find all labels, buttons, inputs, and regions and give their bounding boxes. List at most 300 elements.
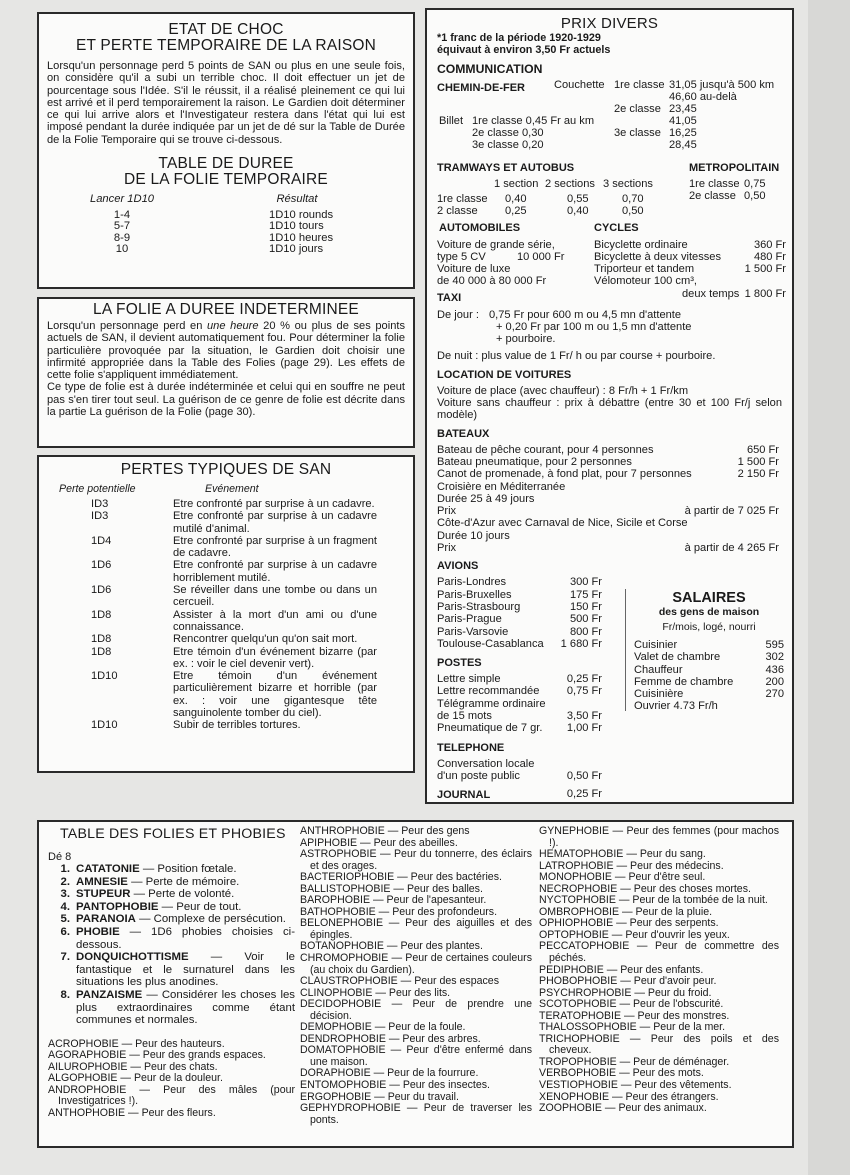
pertes-event: Etre témoin d'un événement bizarre (par ex. : voir le ciel devenir vert). — [173, 645, 377, 670]
pertes-row — [47, 633, 405, 645]
duree-row — [47, 244, 405, 256]
cycles-row-label: Bicyclette ordinaire — [594, 238, 688, 251]
pertes-typiques-box — [37, 455, 415, 773]
phobie-item: GEPHYDROPHOBIE — Peur de traverser les ponts. — [300, 1102, 532, 1126]
cycles-row-value: 360 Fr — [753, 238, 786, 251]
phobie-item: TRICHOPHOBIE — Peur des poils et des cheveux. — [539, 1032, 779, 1057]
cycles-row-label: Vélomoteur 100 cm³, — [594, 275, 697, 288]
auto-line: de 40 000 à 80 000 Fr — [437, 274, 547, 287]
folie-desc: — 1D6 phobies choisies ci-dessous. — [76, 925, 295, 951]
bateaux-row — [437, 517, 779, 529]
phobie-item: ERGOPHOBIE — Peur du travail. — [300, 1090, 459, 1103]
folie-dice-item — [48, 876, 295, 889]
bateaux-row-value: 650 Fr — [746, 443, 779, 456]
avions-row — [437, 601, 602, 613]
phobie-item: APIPHOBIE — Peur des abeilles. — [300, 836, 458, 849]
folie-text — [76, 989, 295, 1027]
duree-roll: 5-7 — [113, 220, 131, 233]
postes-row-label: Lettre recommandée — [437, 685, 540, 698]
duree-row — [47, 221, 405, 233]
telephone-heading: TELEPHONE — [437, 741, 505, 754]
salaires-row — [634, 639, 784, 651]
phobie-item: BOTANOPHOBIE — Peur des plantes. — [300, 940, 483, 953]
bateaux-row-label: Bateau de pêche courant, pour 4 personnes — [437, 443, 654, 456]
folie-dice-item — [48, 926, 295, 951]
tram-value: 0,25 — [505, 204, 527, 217]
folie-number: 1. — [60, 863, 70, 875]
folie-dice-item — [48, 888, 295, 901]
salaires-row — [634, 651, 784, 663]
pertes-loss: ID3 — [91, 510, 109, 523]
bateaux-list — [437, 444, 779, 555]
folie-name: CATATONIE — [76, 863, 140, 875]
pertes-table — [47, 498, 405, 732]
folie-text — [76, 876, 295, 889]
billet-2e: 2e classe 0,30 — [472, 126, 544, 139]
phobie-item: ANTHOPHOBIE — Peur des fleurs. — [48, 1107, 216, 1119]
pertes-row — [47, 498, 405, 510]
avions-row — [437, 638, 602, 650]
phobie-item: TERATOPHOBIE — Peur des monstres. — [539, 1009, 730, 1022]
folie-name: STUPEUR — [76, 888, 131, 901]
folie-indeterminee-box — [37, 297, 415, 448]
avions-row-label: Paris-Bruxelles — [437, 588, 512, 601]
phobie-item: XENOPHOBIE — Peur des étrangers. — [539, 1090, 719, 1103]
auto-heading: AUTOMOBILES — [439, 221, 521, 234]
tram-value: 0,55 — [567, 192, 589, 205]
bateaux-row — [437, 505, 779, 517]
prix-note-line2: équivaut à environ 3,50 Fr actuels — [437, 44, 611, 57]
telephone-value: 0,50 Fr — [566, 769, 602, 782]
bateaux-row-label: Durée 10 jours — [437, 529, 510, 542]
indeterminee-emphasis: une heure — [207, 320, 259, 332]
bateaux-row-label: Prix — [437, 505, 457, 518]
auto-line: Voiture de luxe — [437, 262, 511, 275]
metro-value: 0,75 — [744, 177, 766, 190]
telephone-line: Conversation locale — [437, 757, 535, 770]
pertes-loss: 1D8 — [91, 645, 112, 658]
postes-row — [437, 722, 602, 734]
folie-number: 5. — [60, 913, 70, 926]
folie-text — [76, 913, 295, 926]
folie-name: PANTOPHOBIE — [76, 900, 159, 913]
phobie-item: MONOPHOBIE — Peur d'être seul. — [539, 871, 706, 884]
pertes-loss: 1D8 — [91, 608, 112, 621]
phobie-item: VESTIOPHOBIE — Peur des vêtements. — [539, 1079, 732, 1092]
avions-row-value: 300 Fr — [569, 576, 602, 589]
salaires-row-value: 270 — [765, 688, 784, 701]
taxi-line: 0,75 Fr pour 600 m ou 4,5 mn d'attente — [489, 308, 682, 321]
folies-phobies-box — [37, 820, 794, 1148]
salaires-list — [634, 639, 784, 700]
pertes-row — [47, 670, 405, 719]
taxi-jour-lines — [489, 309, 691, 346]
phobie-item: ENTOMOPHOBIE — Peur des insectes. — [300, 1079, 490, 1092]
couchette-3e-value2: 28,45 — [669, 138, 697, 151]
salaires-ouvrier: Ouvrier 4.73 Fr/h — [634, 700, 718, 713]
phobie-item: BAROPHOBIE — Peur de l'apesanteur. — [300, 894, 487, 907]
billet-label: Billet — [439, 114, 464, 127]
pertes-row — [47, 646, 405, 671]
tram-heading: TRAMWAYS ET AUTOBUS — [437, 161, 575, 174]
salaires-row-label: Cuisinière — [634, 688, 684, 701]
bateaux-row — [437, 456, 779, 468]
folie-text — [76, 901, 295, 914]
cycles-row — [594, 263, 786, 275]
phobie-item: PECCATOPHOBIE — Peur de commettre des péchés. — [539, 940, 779, 965]
pertes-title: PERTES TYPIQUES DE SAN — [120, 461, 332, 478]
telephone-line: d'un poste public — [437, 769, 520, 782]
cycles-row-value: 480 Fr — [753, 250, 786, 263]
pertes-loss: 1D10 — [91, 719, 118, 732]
salaires-row-value: 436 — [765, 663, 784, 676]
phobie-item: DENDROPHOBIE — Peur des arbres. — [300, 1032, 481, 1045]
phobie-item: AGORAPHOBIE — Peur des grands espaces. — [48, 1049, 266, 1062]
metro-value: 0,50 — [744, 189, 766, 202]
folies-die-label: Dé 8 — [48, 851, 72, 863]
pertes-event: Etre confronté par surprise à un cadavre mutilé d'animal. — [173, 510, 377, 535]
folie-dice-item — [48, 901, 295, 914]
metro-row-label: 2e classe — [689, 189, 736, 202]
taxi-nuit: De nuit : plus value de 1 Fr/ h ou par course + pourboire. — [437, 350, 716, 363]
location-line: Voiture sans chauffeur : prix à débattre (entre 30 et 100 Fr/j selon modèle) — [437, 397, 782, 422]
folie-number: 2. — [60, 875, 70, 888]
duree-col-roll: Lancer 1D10 — [89, 193, 155, 206]
tram-value: 0,40 — [505, 192, 527, 205]
tram-value: 0,50 — [622, 204, 644, 217]
phobie-item: LATROPHOBIE — Peur des médecins. — [539, 859, 724, 872]
folie-number: 8. — [60, 988, 70, 1001]
duree-table — [47, 194, 405, 256]
duree-result: 1D10 rounds — [269, 208, 334, 221]
cycles-list — [594, 239, 786, 300]
tram-row-label: 1re classe — [437, 192, 488, 205]
bateaux-row-value: 1 500 Fr — [737, 455, 779, 468]
avions-salaires-section — [437, 559, 782, 809]
communication-heading: COMMUNICATION — [437, 61, 543, 76]
postes-row — [437, 685, 602, 697]
tram-row-label: 2 classe — [437, 204, 478, 217]
phobies-list-2 — [300, 826, 532, 1126]
duree-row — [47, 233, 405, 245]
taxi-line: + 0,20 Fr par 100 m ou 1,5 mn d'attente — [496, 320, 692, 333]
bateaux-row-value: à partir de 7 025 Fr — [684, 505, 779, 518]
phobie-item: OMBROPHOBIE — Peur de la pluie. — [539, 905, 713, 918]
taxi-section — [437, 309, 782, 363]
tram-col-2: 2 sections — [545, 177, 595, 190]
pertes-event: Etre confronté par surprise à un cadavre horriblement mutilé. — [173, 559, 377, 584]
auto-line: type 5 CV — [437, 250, 486, 263]
folie-dice-item — [48, 913, 295, 926]
pertes-loss: 1D8 — [91, 633, 112, 646]
postes-row-label: de 15 mots — [437, 710, 492, 723]
cycles-row-value: 1 800 Fr — [744, 287, 786, 300]
folie-desc: — Peur de tout. — [158, 900, 242, 913]
postes-row — [437, 673, 602, 685]
phobie-item: PHOBOPHOBIE — Peur d'avoir peur. — [539, 975, 717, 988]
phobie-item: BACTERIOPHOBIE — Peur des bactéries. — [300, 871, 502, 884]
auto-price: 10 000 Fr — [517, 250, 565, 263]
avions-row-label: Toulouse-Casablanca — [437, 637, 544, 650]
cycles-row — [594, 275, 786, 287]
indeterminee-paragraph-1 — [47, 320, 405, 381]
salaires-row-value: 302 — [765, 651, 784, 664]
duree-result: 1D10 jours — [269, 243, 324, 256]
phobie-item: GYNEPHOBIE — Peur des femmes (pour machos !). — [539, 825, 779, 849]
cycles-row-value: 1 500 Fr — [744, 263, 786, 276]
folie-name: DONQUICHOTTISME — [76, 951, 189, 964]
pertes-row — [47, 510, 405, 535]
duree-result: 1D10 heures — [269, 231, 334, 244]
taxi-jour — [437, 309, 782, 346]
phobie-item: DOMATOPHOBIE — Peur d'être enfermé dans une maison. — [300, 1044, 532, 1068]
duree-table-title-line1: TABLE DE DUREE — [158, 155, 294, 173]
folie-desc: — Voir le fantastique et le surnaturel dans les situations les plus anodines. — [76, 951, 295, 989]
bateaux-heading: BATEAUX — [437, 427, 490, 440]
phobie-item: PSYCHROPHOBIE — Peur du froid. — [539, 986, 712, 999]
salaires-row-label: Cuisinier — [634, 638, 678, 651]
phobie-item: BELONEPHOBIE — Peur des aiguilles et des épingles. — [300, 917, 532, 941]
folies-title: TABLE DES FOLIES ET PHOBIES — [60, 826, 286, 842]
cycles-row — [594, 288, 786, 300]
phobie-item: VERBOPHOBIE — Peur des mots. — [539, 1067, 704, 1080]
avions-row-label: Paris-Londres — [437, 576, 507, 589]
folie-name: AMNESIE — [76, 875, 128, 888]
pertes-loss: 1D10 — [91, 670, 118, 683]
bateaux-row-label: Bateau pneumatique, pour 2 personnes — [437, 455, 632, 468]
folies-col-1 — [48, 826, 295, 1120]
folie-text — [76, 951, 295, 989]
duree-row — [47, 210, 405, 222]
choc-body: Lorsqu'un personnage perd 5 points de SAN ou plus en une seule fois, on considère qu'il a subi un terrible choc. Il doit effectuer un jet de pourcentage sous l'Idée. S'il le réussit, il a réalisé pleinement ce qui lui est arrivé et il perd temporairement la raison. Le Gardien doit déterminer ce qui lui arrive alors et l'Investigateur restera dans l'état qui lui est imposé pendant la durée indiquée par un jet de dé sur la Table de Durée de la Folie Temporaire qui se trouve ci-dessous. — [47, 60, 405, 146]
phobie-item: DECIDOPHOBIE — Peur de prendre une décision. — [300, 998, 532, 1022]
journal-row — [437, 788, 602, 802]
phobie-item: ASTROPHOBIE — Peur du tonnerre, des éclairs et des orages. — [300, 848, 532, 872]
salaires-row — [634, 688, 784, 700]
phobie-item: NECROPHOBIE — Peur des choses mortes. — [539, 882, 751, 895]
bateaux-row-label: Prix — [437, 542, 457, 555]
duree-table-header — [47, 194, 405, 206]
journal-heading: JOURNAL — [437, 789, 491, 802]
folie-number: 4. — [60, 900, 70, 913]
pertes-row — [47, 535, 405, 560]
phobie-item: HEMATOPHOBIE — Peur du sang. — [539, 848, 706, 861]
cycles-row — [594, 239, 786, 251]
salaires-divider — [625, 589, 626, 711]
folie-desc: — Perte de volonté. — [130, 888, 235, 901]
indeterminee-paragraph-2: Ce type de folie est à durée indéterminée et celui qui en souffre ne peut pas s'en tirer tout seul. La guérison de ce genre de folie est décrite dans la partie La guérison de la Folie (page 30). — [47, 381, 405, 419]
phobie-item: ZOOPHOBIE — Peur des animaux. — [539, 1102, 707, 1115]
pertes-row — [47, 719, 405, 731]
salaires-row — [634, 664, 784, 676]
duree-table-title-line2: DE LA FOLIE TEMPORAIRE — [124, 171, 328, 189]
couchette-2e-label: 2e classe — [614, 102, 661, 115]
pertes-row — [47, 559, 405, 584]
telephone-row — [437, 758, 602, 783]
pertes-event: Se réveiller dans une tombe ou dans un cercueil. — [173, 584, 377, 609]
couchette-3e-value: 16,25 — [669, 126, 697, 139]
auto-line: Voiture de grande série, — [437, 238, 555, 251]
avions-row — [437, 589, 602, 601]
indeterminee-text: 20 % ou plus de ses points actuels de SAN, il devient automatiquement fou. Pour déterminer la folie particulière provoquée par la situation, le Gardien doit choisir une infirmité appropriée dans la Table des Folies (page 29). Les effets de cette folie s'appliquent immédiatement. — [47, 320, 405, 382]
phobie-item: OPHIOPHOBIE — Peur des serpents. — [539, 917, 719, 930]
postes-row-label: Lettre simple — [437, 673, 501, 686]
auto-cycles-section — [437, 219, 786, 305]
phobie-item: NYCTOPHOBIE — Peur de la tombée de la nuit. — [539, 894, 768, 907]
postes-row-value: 0,25 Fr — [566, 673, 602, 686]
billet-3e: 3e classe 0,20 — [472, 138, 544, 151]
chemin-heading: CHEMIN-DE-FER — [437, 81, 525, 94]
salaires-row-label: Valet de chambre — [634, 651, 721, 664]
phobie-item: CHROMOPHOBIE — Peur de certaines couleurs (au choix du Gardien). — [300, 952, 532, 976]
folie-desc: — Considérer les choses les plus extraordinaires comme étant communes et normales. — [76, 988, 295, 1027]
pertes-row — [47, 609, 405, 634]
indeterminee-title: LA FOLIE A DUREE INDETERMINEE — [93, 301, 359, 318]
metro-row-label: 1re classe — [689, 177, 740, 190]
couchette-label: Couchette — [554, 78, 605, 91]
tram-metro-section — [437, 161, 782, 219]
cycles-row — [594, 251, 786, 263]
pertes-event: Subir de terribles tortures. — [173, 719, 301, 732]
pertes-event: Etre confronté par surprise à un cadavre. — [173, 498, 375, 510]
salaires-row — [634, 676, 784, 688]
bateaux-row-label: Côte-d'Azur avec Carnaval de Nice, Sicile et Corse — [437, 517, 688, 530]
phobie-item: ANDROPHOBIE — Peur des mâles (pour Investigatrices !). — [48, 1083, 295, 1108]
salaires-block — [634, 591, 784, 712]
postes-row — [437, 698, 602, 710]
salaires-subtitle: des gens de maison — [658, 606, 760, 619]
journal-value: 0,25 Fr — [566, 788, 602, 801]
avions-row-value: 800 Fr — [569, 625, 602, 638]
postes-row — [437, 710, 602, 722]
avions-row — [437, 626, 602, 638]
folie-number: 6. — [60, 925, 70, 938]
avions-row-label: Paris-Strasbourg — [437, 600, 521, 613]
choc-title-line2: ET PERTE TEMPORAIRE DE LA RAISON — [75, 37, 377, 54]
pertes-col-event: Evénement — [205, 483, 259, 495]
phobie-item: PEDIPHOBIE — Peur des enfants. — [539, 963, 704, 976]
phobies-list-3 — [539, 826, 779, 1115]
tram-col-3: 3 sections — [603, 177, 653, 190]
folie-dice-item — [48, 951, 295, 989]
cycles-heading: CYCLES — [594, 221, 639, 234]
avions-row-value: 1 680 Fr — [560, 637, 602, 650]
couchette-1re-label: 1re classe — [614, 78, 665, 91]
phobie-item: ANTHROPHOBIE — Peur des gens — [300, 825, 470, 837]
etat-de-choc-box — [37, 12, 415, 289]
avions-row-value: 150 Fr — [569, 600, 602, 613]
salaires-row-value: 595 — [765, 638, 784, 651]
phobie-item: ALGOPHOBIE — Peur de la douleur. — [48, 1072, 223, 1085]
bateaux-row — [437, 542, 779, 554]
avions-row — [437, 576, 602, 588]
folie-name: PARANOIA — [76, 913, 136, 926]
phobie-item: THALOSSOPHOBIE — Peur de la mer. — [539, 1021, 726, 1034]
prix-divers-box — [425, 8, 794, 804]
phobie-item: DORAPHOBIE — Peur de la fourrure. — [300, 1067, 479, 1080]
avions-row-label: Paris-Prague — [437, 613, 502, 626]
couchette-2e-value2: 41,05 — [669, 114, 697, 127]
bateaux-row — [437, 493, 779, 505]
folies-dice-list — [48, 863, 295, 1027]
folie-desc: — Perte de mémoire. — [127, 875, 240, 888]
couchette-2e-value: 23,45 — [669, 102, 697, 115]
phobie-item: OPTOPHOBIE — Peur d'ouvrir les yeux. — [539, 928, 730, 941]
phobie-item: TROPOPHOBIE — Peur de déménager. — [539, 1055, 730, 1068]
phobie-item: CLINOPHOBIE — Peur des lits. — [300, 986, 451, 999]
duree-col-result: Résultat — [276, 193, 318, 206]
pertes-col-loss: Perte potentielle — [59, 483, 136, 495]
folie-number: 3. — [60, 888, 70, 901]
postes-row-label: Pneumatique de 7 gr. — [437, 722, 543, 735]
duree-roll: 1-4 — [113, 208, 131, 221]
pertes-loss: 1D6 — [91, 559, 112, 572]
indeterminee-text: Lorsqu'un personnage perd en — [47, 320, 208, 332]
postes-heading: POSTES — [437, 657, 482, 670]
duree-roll: 10 — [115, 243, 129, 256]
chemin-de-fer-section — [437, 79, 782, 161]
couchette-3e-label: 3e classe — [614, 126, 661, 139]
pertes-loss: 1D6 — [91, 584, 112, 597]
folie-text — [76, 888, 295, 901]
phobie-item: DEMOPHOBIE — Peur de la foule. — [300, 1021, 466, 1034]
salaires-title: SALAIRES — [672, 590, 746, 607]
avions-heading: AVIONS — [437, 560, 479, 573]
location-heading: LOCATION DE VOITURES — [437, 368, 572, 381]
taxi-jour-label: De jour : — [437, 308, 479, 321]
duree-result: 1D10 tours — [269, 220, 324, 233]
couchette-1re-value: 31,05 jusqu'à 500 km — [669, 78, 775, 91]
postes-row-value: 3,50 Fr — [566, 710, 602, 723]
phobies-list-1 — [48, 1039, 295, 1120]
prix-note-line1: *1 franc de la période 1920-1929 — [437, 32, 601, 44]
phobie-item: BALLISTOPHOBIE — Peur des balles. — [300, 882, 483, 895]
salaires-row-value: 200 — [765, 675, 784, 688]
taxi-line: + pourboire. — [496, 333, 556, 346]
bateaux-row — [437, 481, 779, 493]
bateaux-row-value: 2 150 Fr — [737, 468, 779, 481]
tram-value: 0,70 — [622, 192, 644, 205]
phobie-item: BATHOPHOBIE — Peur des profondeurs. — [300, 905, 498, 918]
couchette-1re-value2: 46,60 au-delà — [669, 90, 737, 103]
folie-desc: — Complexe de persécution. — [135, 913, 286, 926]
pertes-loss: ID3 — [91, 498, 109, 510]
postes-row-label: Télégramme ordinaire — [437, 697, 546, 710]
postes-row-value: 1,00 Fr — [566, 722, 602, 735]
pertes-row — [47, 584, 405, 609]
location-line: Voiture de place (avec chauffeur) : 8 Fr/h + 1 Fr/km — [437, 384, 689, 397]
folie-desc: — Position fœtale. — [139, 863, 237, 875]
cycles-row-label: Bicyclette à deux vitesses — [594, 250, 722, 263]
bateaux-row-label: Croisière en Méditerranée — [437, 480, 566, 493]
pertes-loss: 1D4 — [91, 534, 112, 547]
folie-text — [76, 863, 295, 876]
phobie-item: ACROPHOBIE — Peur des hauteurs. — [48, 1037, 225, 1050]
avions-row-value: 500 Fr — [569, 613, 602, 626]
folie-dice-item — [48, 989, 295, 1027]
bateaux-row — [437, 444, 779, 456]
salaires-row-label: Femme de chambre — [634, 675, 734, 688]
pertes-event: Etre témoin d'un événement particulièrement bizarre et horrible (par ex. : voir une gigantesque tête sanguinolente tomber du ciel). — [173, 670, 377, 720]
pertes-event: Rencontrer quelqu'un qu'on sait mort. — [173, 633, 358, 646]
postes-row-value: 0,75 Fr — [566, 685, 602, 698]
phobie-item: SCOTOPHOBIE — Peur de l'obscurité. — [539, 998, 724, 1011]
avions-row-label: Paris-Varsovie — [437, 625, 509, 638]
page-edge — [808, 0, 850, 1175]
bateaux-row-label: Durée 25 à 49 jours — [437, 492, 535, 505]
cycles-row-label: deux temps — [682, 287, 740, 300]
avions-row — [437, 613, 602, 625]
